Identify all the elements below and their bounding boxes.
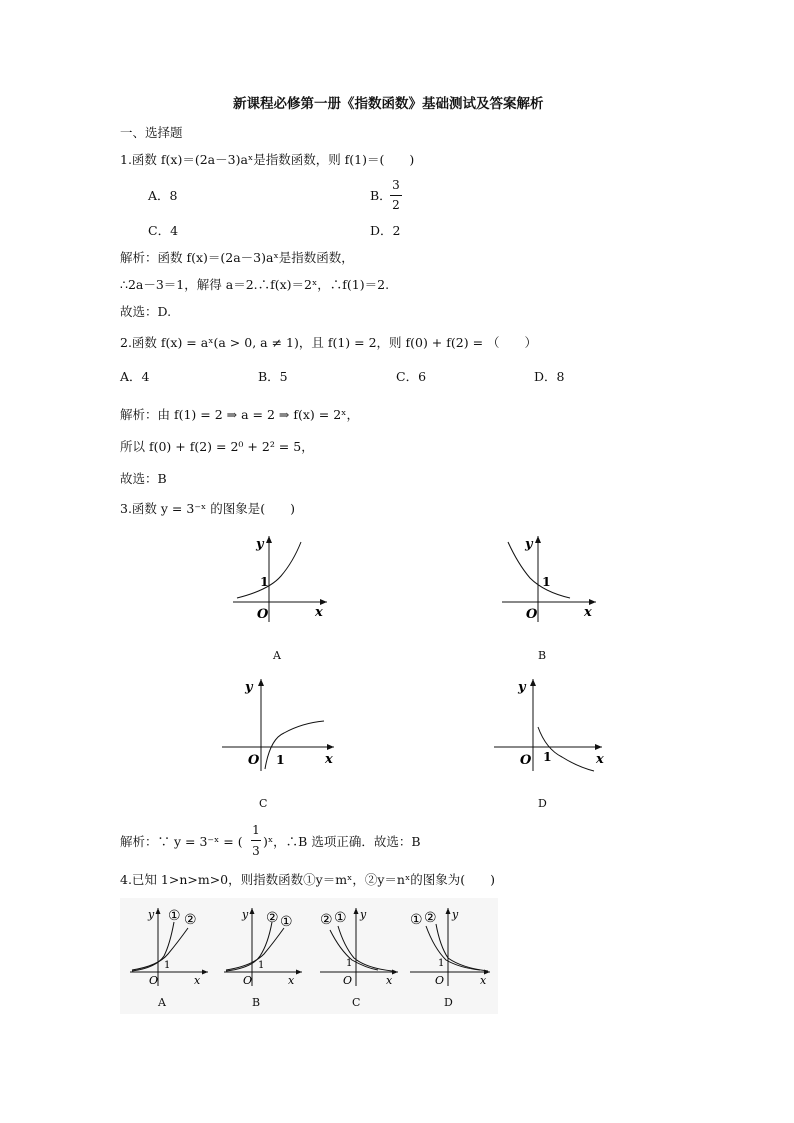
curve-2-label: ② — [320, 912, 333, 928]
intercept-label: 1 — [260, 574, 269, 589]
q3-caption-d: D — [538, 797, 547, 810]
curve-2-label: ② — [266, 910, 279, 926]
origin-label: O — [435, 974, 445, 987]
q3-graph-b — [498, 532, 608, 624]
q1-solution-line1: 解析：函数 f(x)＝(2a－3)aˣ是指数函数， — [120, 250, 354, 265]
curve-1-label: ① — [410, 912, 423, 928]
q4-graph-b — [222, 904, 306, 988]
q2-option-c: C．6 — [396, 369, 427, 384]
curve-2-label: ② — [424, 910, 437, 926]
intercept-label: 1 — [543, 749, 552, 764]
intercept-label: 1 — [276, 752, 285, 767]
q1-stem: 1.函数 f(x)＝(2a－3)aˣ是指数函数，则 f(1)＝( ) — [120, 152, 415, 167]
intercept-label: 1 — [438, 958, 445, 969]
section-heading: 一、选择题 — [120, 125, 183, 140]
q2-answer: 故选：B — [120, 471, 167, 486]
q1-solution-line2: ∴2a－3＝1，解得 a＝2.∴f(x)＝2ˣ，∴f(1)＝2. — [120, 277, 390, 292]
origin-label: O — [149, 974, 159, 987]
doc-title: 新课程必修第一册《指数函数》基础测试及答案解析 — [233, 96, 544, 112]
q4-graph-a — [128, 904, 212, 988]
q2-solution-line2: 所以 f(0) + f(2) = 2⁰ + 2² = 5， — [120, 439, 314, 454]
q3-graph-c — [218, 675, 338, 775]
q3-caption-c: C — [259, 797, 268, 810]
x-axis-label: x — [325, 752, 333, 767]
q3-solution-suffix: )ˣ，∴B 选项正确．故选：B — [263, 834, 421, 849]
y-axis-label: y — [245, 680, 253, 695]
intercept-label: 1 — [164, 960, 171, 971]
curve-1-label: ① — [168, 908, 181, 924]
intercept-label: 1 — [346, 958, 353, 969]
q4-caption-b: B — [252, 996, 261, 1009]
x-axis-label: x — [480, 974, 487, 987]
curve-1-label: ① — [280, 914, 293, 930]
q4-graph-c — [318, 904, 402, 988]
origin-label: O — [248, 753, 260, 768]
y-axis-label: y — [148, 908, 155, 921]
x-axis-label: x — [315, 605, 323, 620]
curve-2-label: ② — [184, 912, 197, 928]
x-axis-label: x — [194, 974, 201, 987]
q3-caption-b: B — [538, 649, 547, 662]
q2-option-b: B．5 — [258, 369, 288, 384]
curve-1-label: ① — [334, 910, 347, 926]
x-axis-label: x — [386, 974, 393, 987]
q2-solution-line1: 解析：由 f(1) = 2 ⇒ a = 2 ⇒ f(x) = 2ˣ， — [120, 407, 359, 422]
q3-solution-numerator: 1 — [252, 823, 260, 837]
q3-solution-fraction-bar — [251, 840, 261, 841]
q3-solution-denominator: 3 — [252, 844, 260, 858]
q3-stem: 3.函数 y = 3⁻ˣ 的图象是( ) — [120, 501, 295, 516]
q1-option-b-numerator: 3 — [392, 178, 400, 192]
q1-option-d: D．2 — [370, 223, 401, 238]
q2-option-a: A．4 — [120, 369, 150, 384]
q4-caption-c: C — [352, 996, 361, 1009]
q4-caption-a: A — [158, 996, 166, 1009]
q4-stem: 4.已知 1>n>m>0，则指数函数①y＝mˣ，②y＝nˣ的图象为( ) — [120, 872, 496, 887]
q3-caption-a: A — [273, 649, 281, 662]
q1-option-b-denominator: 2 — [392, 198, 400, 212]
origin-label: O — [343, 974, 353, 987]
q1-option-b-prefix: B． — [370, 188, 392, 203]
origin-label: O — [520, 753, 532, 768]
q1-option-c: C．4 — [148, 223, 179, 238]
x-axis-label: x — [288, 974, 295, 987]
q2-stem: 2.函数 f(x) = aˣ(a > 0, a ≠ 1)，且 f(1) = 2，则 f(0) + f(2) = （ ） — [120, 335, 538, 350]
y-axis-label: y — [360, 908, 367, 921]
x-axis-label: x — [596, 752, 604, 767]
intercept-label: 1 — [258, 960, 265, 971]
q3-solution-prefix: 解析：∵ y = 3⁻ˣ = ( — [120, 834, 243, 849]
origin-label: O — [526, 607, 538, 622]
origin-label: O — [243, 974, 253, 987]
q4-graph-d — [408, 904, 494, 988]
origin-label: O — [257, 607, 269, 622]
q3-graph-d — [490, 675, 610, 775]
y-axis-label: y — [525, 537, 533, 552]
q1-option-a: A．8 — [148, 188, 178, 203]
y-axis-label: y — [242, 908, 249, 921]
intercept-label: 1 — [542, 574, 551, 589]
q3-graph-a — [225, 532, 335, 624]
q1-answer: 故选：D. — [120, 304, 172, 319]
y-axis-label: y — [518, 680, 526, 695]
y-axis-label: y — [256, 537, 264, 552]
y-axis-label: y — [452, 908, 459, 921]
q1-option-b-fraction-bar — [390, 195, 402, 196]
q4-caption-d: D — [444, 996, 453, 1009]
q2-option-d: D．8 — [534, 369, 565, 384]
x-axis-label: x — [584, 605, 592, 620]
